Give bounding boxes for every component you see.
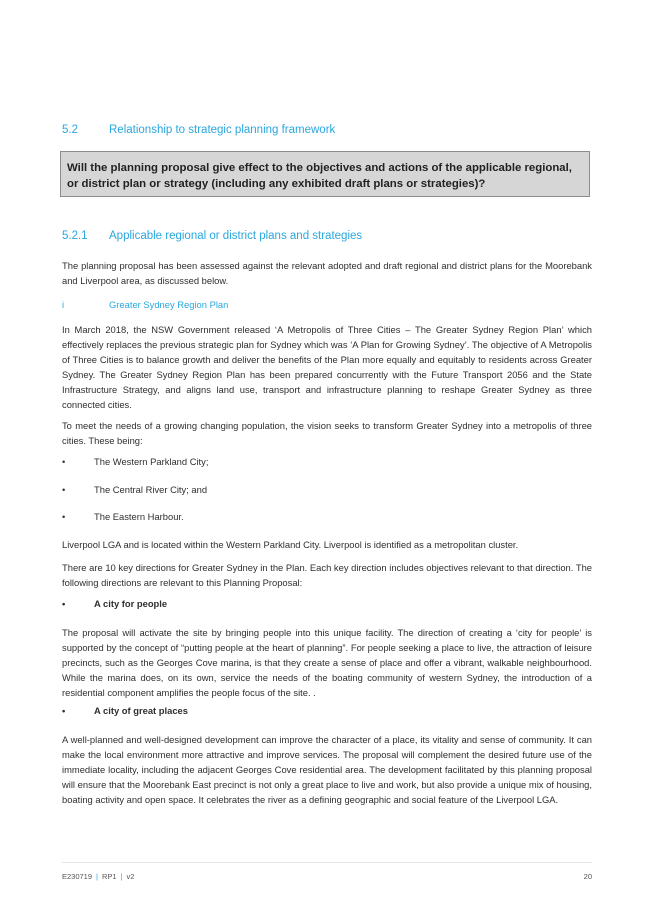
footer-separator: |	[96, 872, 98, 881]
list-item-text: The Eastern Harbour.	[94, 511, 184, 522]
direction-2-paragraph: A well-planned and well-designed development can improve the character of a place, its vitality and sense of community. It can make the local environment more attractive and improve services. The proposal will complement the desired future use of the immediate locality, including the adjacent Georges Cove residential area. The development facilitated by this planning proposal will ensure that the Moorebank East precinct is not only a great place to live and work, but also provide a unique mix of housing, boating activity and open space. It celebrates the river as a defining geographic and social feature of the Liverpool LGA.	[62, 734, 592, 805]
footer-report: RP1	[101, 872, 117, 881]
section-number: 5.2	[62, 124, 78, 136]
direction-2-title: A city of great places	[94, 705, 188, 716]
direction-1-title: A city for people	[94, 598, 168, 609]
bullet-icon: •	[62, 511, 66, 522]
section-heading	[62, 124, 335, 136]
bullet-icon: •	[62, 484, 66, 495]
footer-version: v2	[126, 872, 135, 881]
sub-item-heading	[62, 299, 228, 310]
subsection-heading	[62, 230, 362, 242]
list-item	[62, 511, 184, 522]
directions-paragraph: There are 10 key directions for Greater Sydney in the Plan. Each key direction includes objectives relevant to that direction. The following directions are relevant to this Planning Proposal:	[62, 562, 592, 588]
intro-paragraph: The planning proposal has been assessed against the relevant adopted and draft regional and district plans for the Moorebank and Liverpool area, as discussed below.	[62, 260, 592, 286]
page-number: 20	[583, 872, 592, 881]
section-title: Relationship to strategic planning framework	[109, 124, 336, 136]
direction-1-heading	[62, 598, 167, 609]
bullet-icon: •	[62, 705, 66, 716]
list-item	[62, 456, 208, 467]
needs-paragraph: To meet the needs of a growing changing population, the vision seeks to transform Greater Sydney into a metropolis of three cities. These being:	[62, 420, 592, 446]
sub-item-title: Greater Sydney Region Plan	[109, 299, 229, 310]
question-box: Will the planning proposal give effect to the objectives and actions of the applicable regional, or district plan or strategy (including any exhibited draft plans or strategies)?	[60, 151, 590, 197]
footer-divider	[62, 862, 592, 863]
direction-2-heading	[62, 705, 188, 716]
lga-paragraph: Liverpool LGA and is located within the Western Parkland City. Liverpool is identified as a metropolitan cluster.	[62, 539, 519, 550]
footer-separator: |	[120, 872, 123, 881]
list-item	[62, 484, 207, 495]
bullet-icon: •	[62, 598, 66, 609]
footer-doc-ref	[62, 872, 134, 881]
bullet-icon: •	[62, 456, 66, 467]
subsection-number: 5.2.1	[62, 230, 88, 242]
march-paragraph: In March 2018, the NSW Government released ‘A Metropolis of Three Cities – The Greater Sydney Region Plan’ which effectively replaces the previous strategic plan for Sydney which was ‘A Plan for Growing Sydney’. The objective of A Metropolis of Three Cities is to balance growth and deliver the benefits of the Plan more equally and equitably to residents across Greater Sydney. The Greater Sydney Region Plan has been prepared concurrently with the Future Transport 2056 and the State Infrastructure Strategy, and aligns land use, transport and infrastructure planning to reshape Greater Sydney as three connected cities.	[62, 324, 592, 410]
subsection-title: Applicable regional or district plans and strategies	[109, 230, 363, 242]
list-item-text: The Central River City; and	[94, 484, 208, 495]
footer-doc-id: E230719	[62, 872, 93, 881]
sub-item-number: i	[62, 299, 65, 310]
list-item-text: The Western Parkland City;	[94, 456, 209, 467]
direction-1-paragraph: The proposal will activate the site by bringing people into this unique facility. The direction of creating a ‘city for people’ is supported by the concept of “putting people at the heart of planning”. For people seeking a place to live, the attraction of leisure precincts, such as the Georges Cove marina, is that they create a sense of place and offer a vibrant, walkable neighbourhood. While the marina does, on its own, service the needs of the boating community of western Sydney, the introduction of a residential component amplifies the people focus of the site. .	[62, 627, 592, 698]
